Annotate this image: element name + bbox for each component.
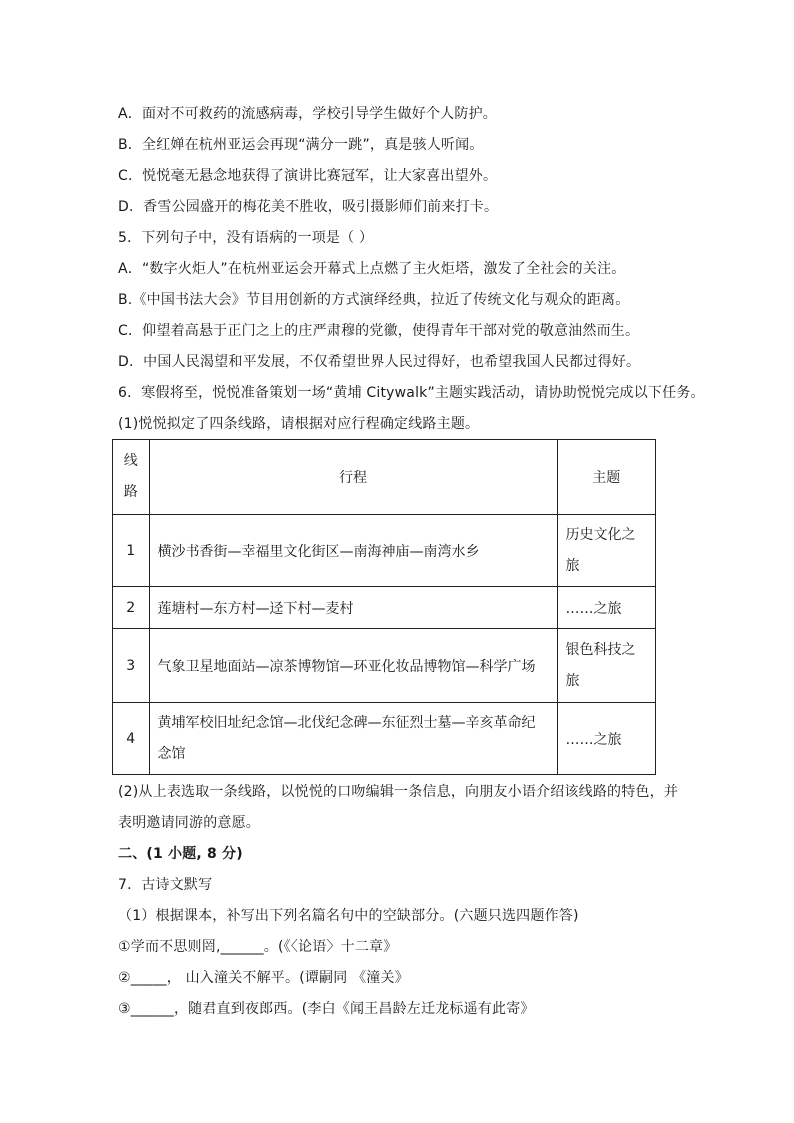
q5-option-c: C．仰望着高悬于正门之上的庄严肃穆的党徽，使得青年干部对党的敬意油然而生。 [118,323,640,339]
q7-item-1: ①学而不思则罔,______。(《〈论语〉十二章》 [118,939,398,955]
route-number: 4 [113,703,150,775]
header-theme-cell: 主题 [557,440,655,515]
table-row [113,587,656,629]
q7-item-3: ③______，随君直到夜郎西。(李白《闻王昌龄左迁龙标遥有此寄》 [118,1001,535,1017]
route-number: 1 [113,515,150,587]
q4-option-a: A．面对不可救药的流感病毒，学校引导学生做好个人防护。 [118,106,497,122]
header-route-cell [113,440,150,515]
table-row [113,703,656,775]
header-route-char-1: 线 [123,453,138,469]
q5-option-b: B.《中国书法大会》节目用创新的方式演绎经典，拉近了传统文化与观众的距离。 [118,292,630,308]
q4-option-d: D．香雪公园盛开的梅花美不胜收，吸引摄影师们前来打卡。 [118,199,499,215]
q7-sub1: （1）根据课本，补写出下列名篇名句中的空缺部分。(六题只选四题作答) [118,908,579,924]
q6-sub2-line-2: 表明邀请同游的意愿。 [118,815,260,831]
route-trip [149,703,557,775]
route-trip: 莲塘村—东方村—迳下村—麦村 [149,587,557,629]
route-theme: ……之旅 [557,587,655,629]
route-theme-line-1: 历史文化之 [565,526,636,543]
route-number: 2 [113,587,150,629]
route-trip-line-1: 黄埔军校旧址纪念馆—北伐纪念碑—东征烈士墓—辛亥革命纪 [157,714,536,731]
route-trip: 气象卫星地面站—凉茶博物馆—环亚化妆品博物馆—科学广场 [149,629,557,703]
route-theme-line-1: 银色科技之 [565,641,636,658]
section-2-heading: 二、(1 小题, 8 分) [118,846,243,862]
route-table [112,439,656,775]
q5-option-d: D．中国人民渴望和平发展，不仅希望世界人民过得好，也希望我国人民都过得好。 [118,354,641,370]
route-theme [557,515,655,587]
route-trip-line-2: 念馆 [157,745,186,762]
q4-option-c: C．悦悦毫无悬念地获得了演讲比赛冠军，让大家喜出望外。 [118,168,498,184]
route-trip: 横沙书香街—幸福里文化街区—南海神庙—南湾水乡 [149,515,557,587]
route-theme: ……之旅 [557,703,655,775]
q5-stem: 5．下列句子中，没有语病的一项是（ ） [118,230,374,246]
q7-item-2: ②_____， 山入潼关不解平。(谭嗣同 《潼关》 [118,970,409,986]
route-theme-line-2: 旅 [565,672,580,689]
q5-option-a: A．“数字火炬人”在杭州亚运会开幕式上点燃了主火炬塔，激发了全社会的关注。 [118,261,626,277]
q7-stem: 7．古诗文默写 [118,877,213,893]
q4-option-b: B．全红婵在杭州亚运会再现“满分一跳”，真是骇人听闻。 [118,137,484,153]
header-trip-cell: 行程 [149,440,557,515]
table-row [113,515,656,587]
q6-sub2-line-1: (2)从上表选取一条线路，以悦悦的口吻编辑一条信息，向朋友小语介绍该线路的特色，并 [118,784,679,800]
table-header-row [113,440,656,515]
route-theme [557,629,655,703]
header-route-char-2: 路 [123,484,138,500]
route-number: 3 [113,629,150,703]
route-theme-line-2: 旅 [565,557,580,574]
q6-sub1: (1)悦悦拟定了四条线路，请根据对应行程确定线路主题。 [118,416,480,432]
table-row [113,629,656,703]
q6-stem: 6．寒假将至，悦悦准备策划一场“黄埔 Citywalk”主题实践活动，请协助悦悦完成以下任务。 [118,385,705,401]
